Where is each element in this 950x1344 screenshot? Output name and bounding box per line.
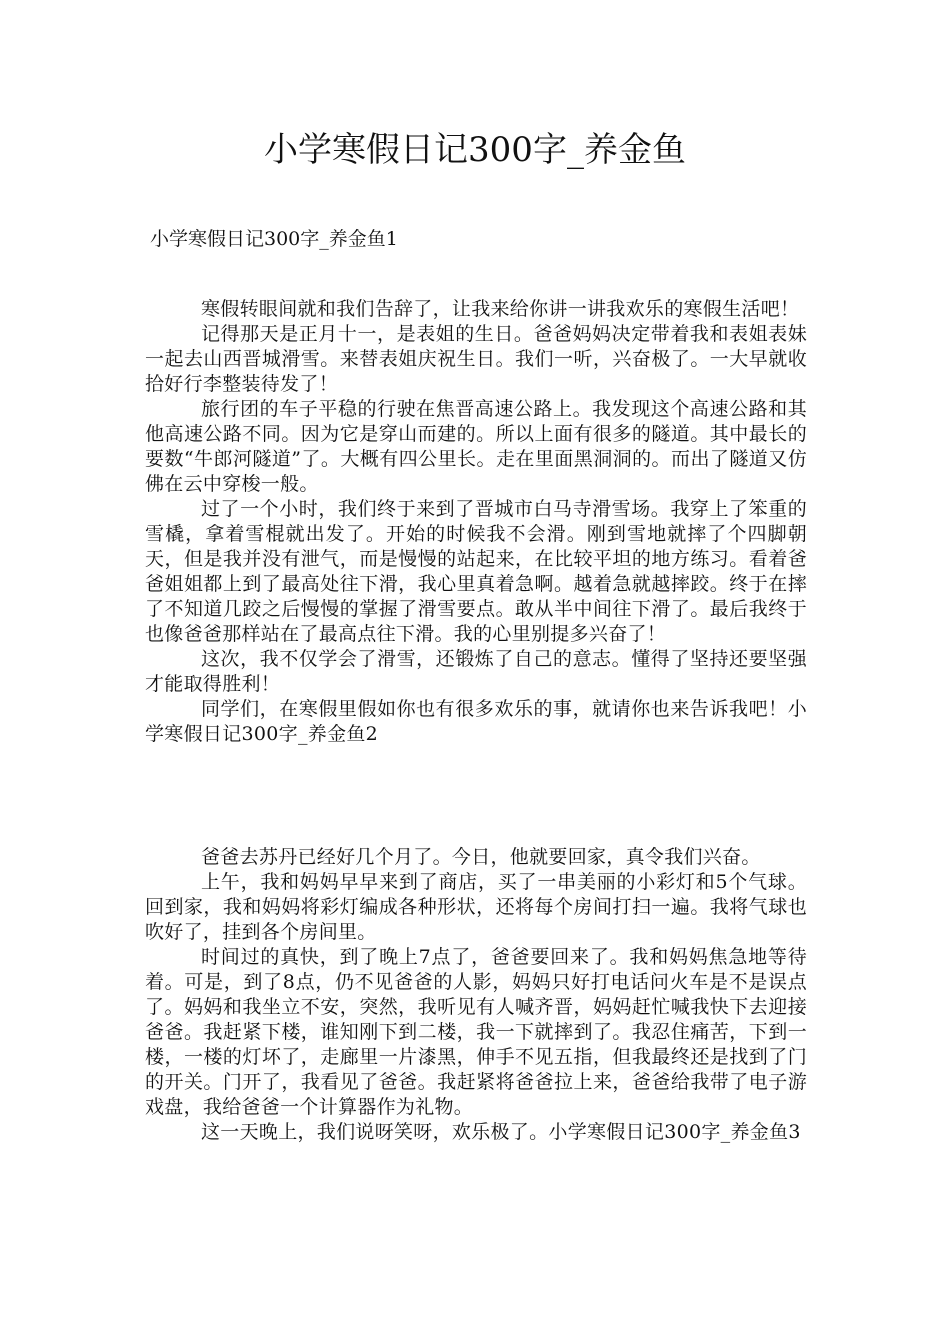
document-title: 小学寒假日记300字_养金鱼 — [264, 130, 686, 170]
diary-entry-2 — [145, 845, 807, 1145]
paragraph: 这一天晚上，我们说呀笑呀，欢乐极了。小学寒假日记300字_养金鱼3 — [201, 1121, 801, 1143]
section-heading: 小学寒假日记300字_养金鱼1 — [150, 228, 398, 250]
paragraph: 旅行团的车子平稳的行驶在焦晋高速公路上。我发现这个高速公路和其他高速公路不同。因为它是穿山而建的。所以上面有很多的隧道。其中最长的要数“牛郎河隧道”了。大概有四公里长。走在里面黑洞洞的。而出了隧道又仿佛在云中穿梭一般。 — [145, 398, 807, 495]
paragraph: 过了一个小时，我们终于来到了晋城市白马寺滑雪场。我穿上了笨重的雪橇，拿着雪棍就出发了。开始的时候我不会滑。刚到雪地就摔了个四脚朝天，但是我并没有泄气，而是慢慢的站起来，在比较平坦的地方练习。看着爸爸姐姐都上到了最高处往下滑，我心里真着急啊。越着急就越摔跤。终于在摔了不知道几跤之后慢慢的掌握了滑雪要点。敢从半中间往下滑了。最后我终于也像爸爸那样站在了最高点往下滑。我的心里别提多兴奋了！ — [145, 498, 807, 645]
paragraph: 同学们，在寒假里假如你也有很多欢乐的事，就请你也来告诉我吧！小学寒假日记300字_养金鱼2 — [145, 698, 807, 745]
paragraph: 爸爸去苏丹已经好几个月了。今日，他就要回家，真令我们兴奋。 — [201, 846, 761, 868]
diary-entry-1 — [145, 297, 807, 747]
paragraph: 这次，我不仅学会了滑雪，还锻炼了自己的意志。懂得了坚持还要坚强才能取得胜利！ — [145, 648, 807, 695]
paragraph: 记得那天是正月十一，是表姐的生日。爸爸妈妈决定带着我和表姐表妹一起去山西晋城滑雪。来替表姐庆祝生日。我们一听，兴奋极了。一大早就收拾好行李整装待发了！ — [145, 323, 807, 395]
paragraph: 寒假转眼间就和我们告辞了，让我来给你讲一讲我欢乐的寒假生活吧！ — [201, 298, 800, 320]
paragraph: 时间过的真快，到了晚上7点了，爸爸要回来了。我和妈妈焦急地等待着。可是，到了8点，仍不见爸爸的人影，妈妈只好打电话问火车是不是误点了。妈妈和我坐立不安，突然，我听见有人喊齐晋，妈妈赶忙喊我快下去迎接爸爸。我赶紧下楼，谁知刚下到二楼，我一下就摔到了。我忍住痛苦，下到一楼，一楼的灯坏了，走廊里一片漆黑，伸手不见五指，但我最终还是找到了门的开关。门开了，我看见了爸爸。我赶紧将爸爸拉上来，爸爸给我带了电子游戏盘，我给爸爸一个计算器作为礼物。 — [145, 946, 807, 1118]
paragraph: 上午，我和妈妈早早来到了商店，买了一串美丽的小彩灯和5个气球。回到家，我和妈妈将彩灯编成各种形状，还将每个房间打扫一遍。我将气球也吹好了，挂到各个房间里。 — [145, 871, 807, 943]
